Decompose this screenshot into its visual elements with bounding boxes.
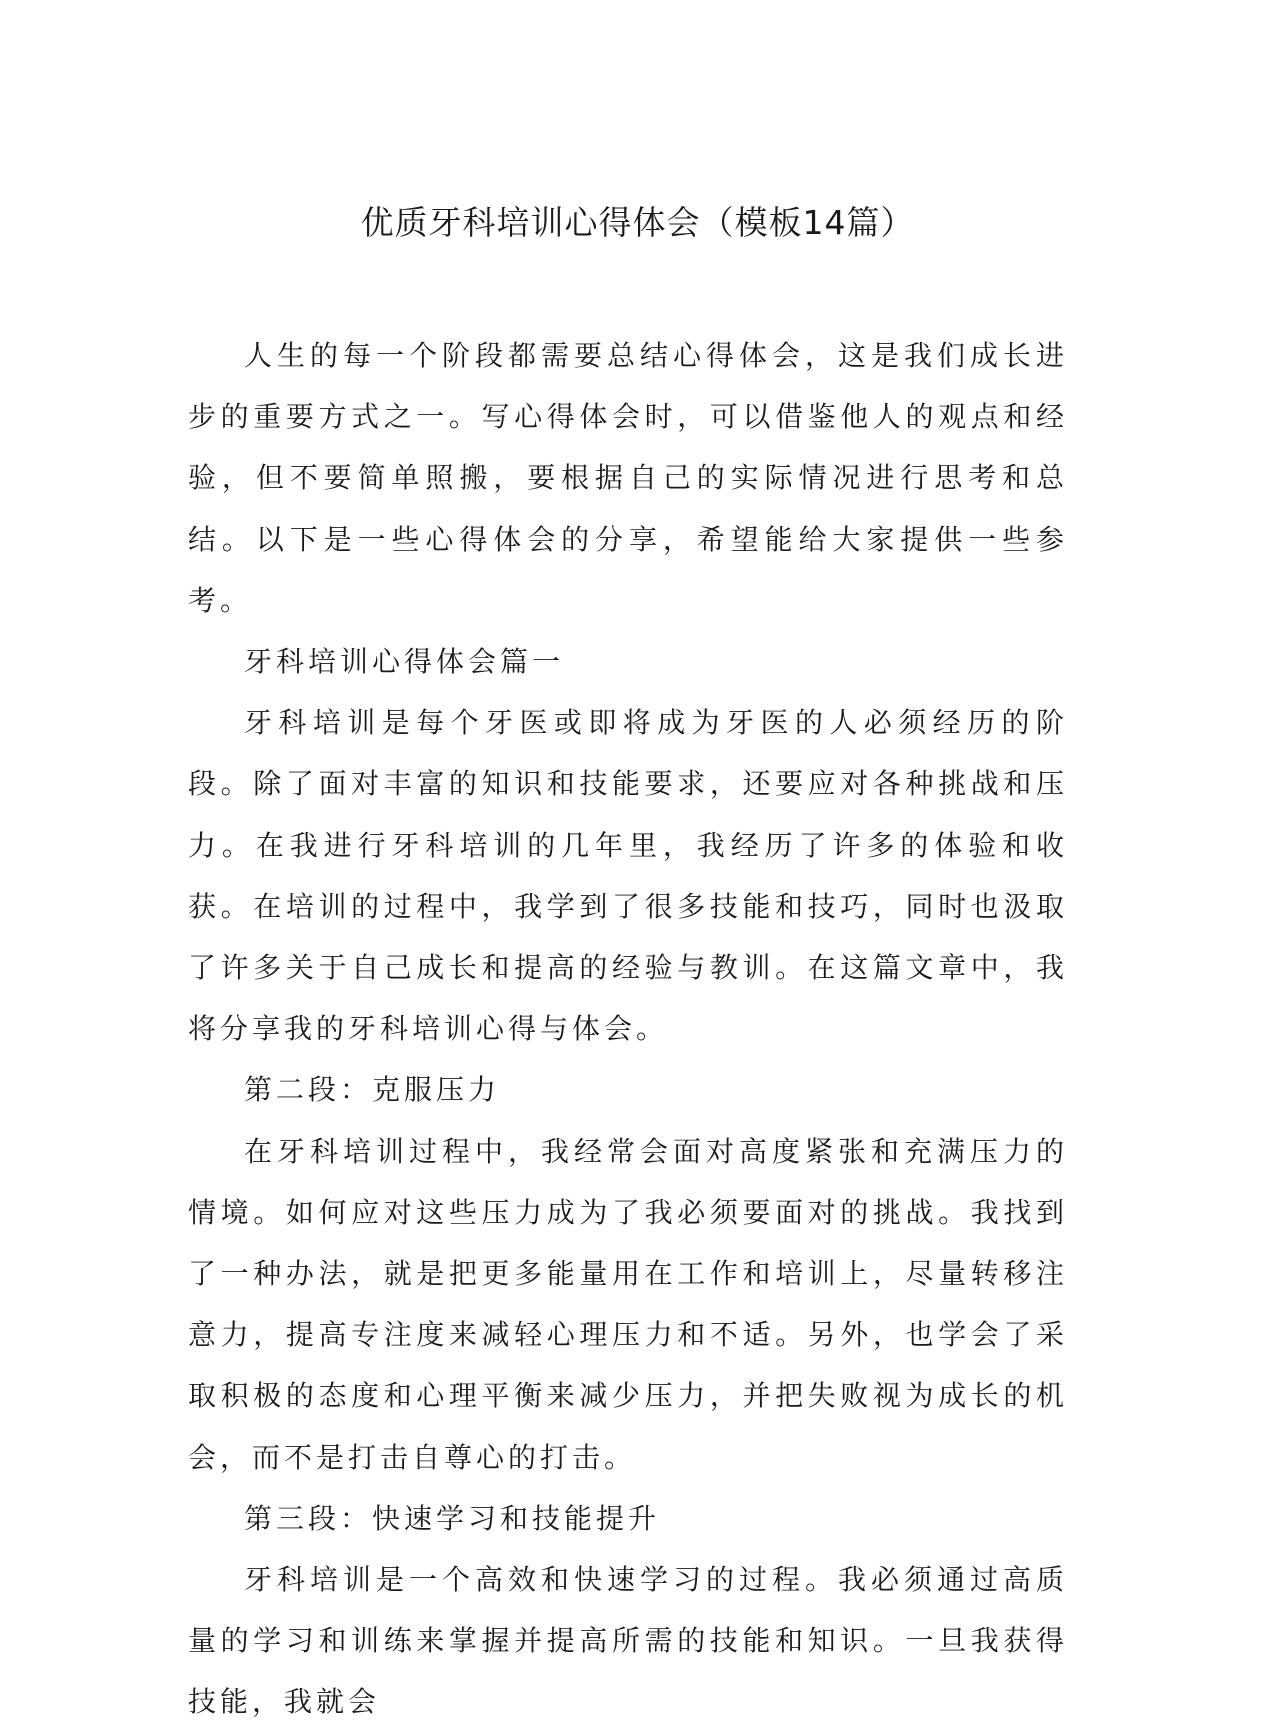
article-heading: 牙科培训心得体会篇一: [244, 645, 565, 679]
document-title: 优质牙科培训心得体会（模板14篇）: [360, 203, 915, 242]
section-3-paragraph: 牙科培训是一个高效和快速学习的过程。我必须通过高质量的学习和训练来掌握并提高所需的技能和知识。一旦我获得技能，我就会: [188, 1563, 1068, 1719]
document-body: [188, 325, 1068, 1733]
section-3-heading: 第三段：快速学习和技能提升: [244, 1501, 661, 1535]
intro-paragraph: 人生的每一个阶段都需要总结心得体会，这是我们成长进步的重要方式之一。写心得体会时，可以借鉴他人的观点和经验，但不要简单照搬，要根据自己的实际情况进行思考和总结。以下是一些心得体会的分享，希望能给大家提供一些参考。: [188, 339, 1068, 617]
section-2-paragraph: 在牙科培训过程中，我经常会面对高度紧张和充满压力的情境。如何应对这些压力成为了我必须要面对的挑战。我找到了一种办法，就是把更多能量用在工作和培训上，尽量转移注意力，提高专注度来减轻心理压力和不适。另外，也学会了采取积极的态度和心理平衡来减少压力，并把失败视为成长的机会，而不是打击自尊心的打击。: [188, 1134, 1068, 1474]
paragraph-1: 牙科培训是每个牙医或即将成为牙医的人必须经历的阶段。除了面对丰富的知识和技能要求，还要应对各种挑战和压力。在我进行牙科培训的几年里，我经历了许多的体验和收获。在培训的过程中，我学到了很多技能和技巧，同时也汲取了许多关于自己成长和提高的经验与教训。在这篇文章中，我将分享我的牙科培训心得与体会。: [188, 706, 1068, 1046]
section-2-heading: 第二段：克服压力: [244, 1073, 501, 1107]
